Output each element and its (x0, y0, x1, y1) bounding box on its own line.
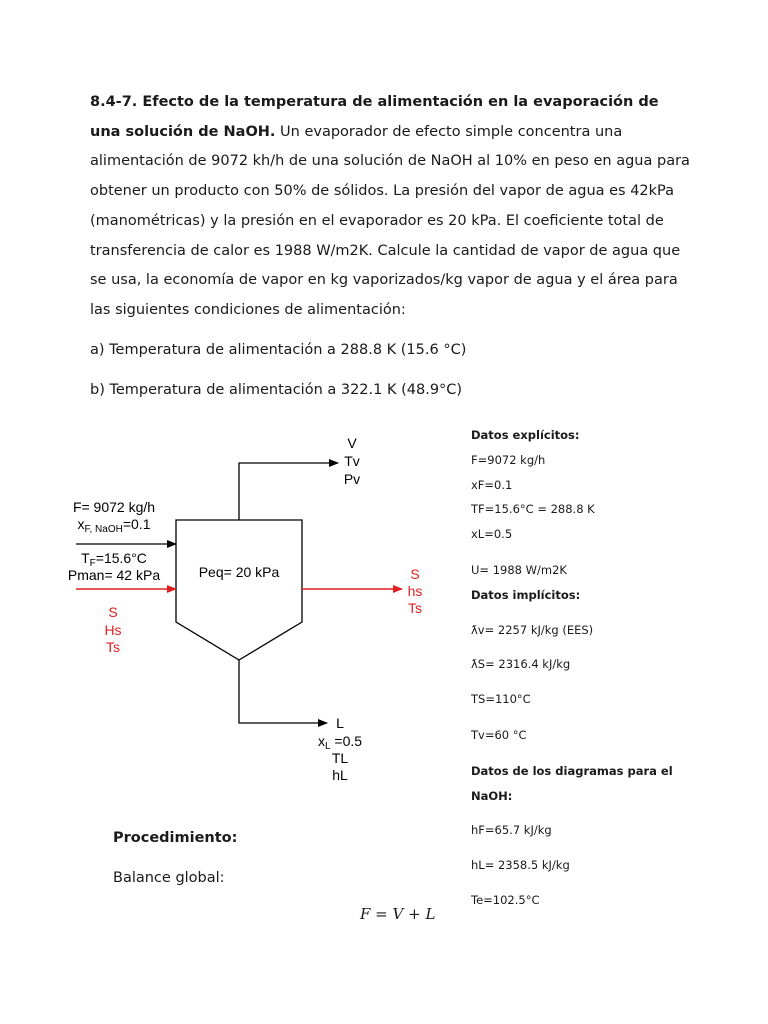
naoh-data-title-line2: NaOH: (471, 789, 513, 803)
evaporator-pressure: Peq= 20 kPa (198, 564, 280, 580)
steam-out-temp: Ts (408, 600, 422, 616)
vapor-outlet-line (239, 463, 338, 520)
steam-in-name: S (108, 604, 118, 620)
feed-temp: $T_F=15.6^\circ C$ (81, 550, 147, 569)
feed-concentration: $x_{F, NaOH}=0.1$ (77, 516, 151, 535)
naoh-item-hf: hF=65.7 kJ/kg (471, 823, 552, 837)
feed-flow: F= 9072 kg/h (72, 499, 156, 515)
steam-out-name: S (410, 566, 420, 582)
explicit-item-u: U= 1988 W/m2K (471, 563, 567, 577)
liquid-temp: TL (331, 750, 349, 766)
feed-pressure: Pman= 42 kPa (67, 567, 161, 583)
explicit-item-xf: xF=0.1 (471, 478, 513, 492)
naoh-data-title-line1: Datos de los diagramas para el (471, 764, 673, 778)
explicit-item-xl: xL=0.5 (471, 527, 513, 541)
liquid-concentration: $x_L =0.5$ (317, 733, 363, 752)
explicit-data-title: Datos explícitos: (471, 428, 580, 442)
steam-in-enthalpy: Hs (104, 622, 122, 638)
steam-in-temp: Ts (106, 639, 120, 655)
implicit-item-lambda-v: ƛv= 2257 kJ/kg (EES) (471, 623, 594, 637)
implicit-data-title: Datos implícitos: (471, 588, 581, 602)
problem-body: Un evaporador de efecto simple concentra una alimentación de 9072 kh/h de una solución de NaOH al 10% en peso en agua para obtener un producto con 50% de sólidos. La presión del vapor de agua es 42kPa (manométricas) y la presión en el evaporador es 20 kPa. El coeficiente total de transferencia de calor es 1988 W/m2K. Calcule la cantidad de vapor de agua que se usa, la economía de vapor en kg vaporizados/kg vapor de agua y el área para las siguientes condiciones de alimentación: (90, 123, 690, 318)
implicit-item-tv: Tv=60 °C (471, 728, 527, 742)
procedure-title: Procedimiento: (113, 830, 238, 846)
vapor-name: V (347, 435, 357, 451)
case-a: a) Temperatura de alimentación a 288.8 K (15.6 °C) (90, 342, 467, 358)
evaporator-diagram (40, 430, 480, 790)
naoh-item-te: Te=102.5°C (471, 893, 540, 907)
global-balance-equation: F = V + L (360, 905, 436, 923)
problem-title: 8.4-7. Efecto de la temperatura de alimentación en la evaporación de una solución de NaOH. (90, 94, 659, 140)
liquid-outlet-line (239, 660, 327, 723)
vapor-temp: Tv (344, 453, 360, 469)
problem-statement (90, 88, 690, 326)
implicit-item-lambda-s: ƛS= 2316.4 kJ/kg (471, 657, 571, 671)
evaporator-vessel (176, 520, 302, 660)
explicit-item-tf: TF=15.6°C = 288.8 K (471, 502, 595, 516)
implicit-item-ts: TS=110°C (471, 692, 531, 706)
steam-out-enthalpy: hs (407, 583, 423, 599)
explicit-item-feed: F=9072 kg/h (471, 453, 546, 467)
vapor-pressure: Pv (343, 471, 361, 487)
case-b: b) Temperatura de alimentación a 322.1 K (48.9°C) (90, 382, 463, 398)
naoh-item-hl: hL= 2358.5 kJ/kg (471, 858, 570, 872)
balance-label: Balance global: (113, 870, 225, 886)
liquid-name: L (336, 715, 344, 731)
liquid-enthalpy: hL (332, 767, 348, 783)
